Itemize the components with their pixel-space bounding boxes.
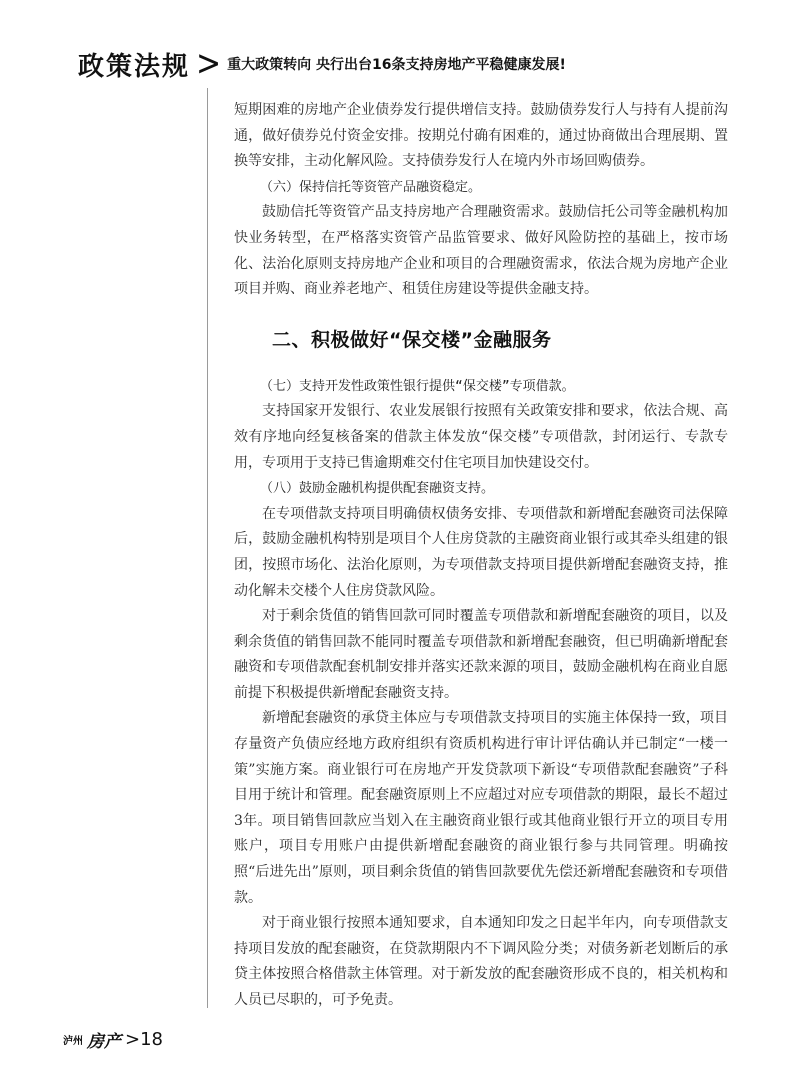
paragraph-4: 在专项借款支持项目明确债权债务安排、专项借款和新增配套融资司法保障后，鼓励金融机构特别是项目个人住房贷款的主融资商业银行或其牵头组建的银团，按照市场化、法治化原则，为专项借款支持项目提供新增配套融资支持，推动化解未交楼个人住房贷款风险。 — [234, 505, 728, 599]
subheading-6: （六）保持信托等资管产品融资稳定。 — [260, 179, 482, 195]
footer-brand-city: 泸州 — [63, 1036, 83, 1047]
paragraph-6: 新增配套融资的承贷主体应与专项借款支持项目的实施主体保持一致，项目存量资产负债应经地方政府组织有资质机构进行审计评估确认并已制定“一楼一策”实施方案。商业银行可在房地产开发贷款项下新设“专项借款配套融资”子科目用于统计和管理。配套融资原则上不应超过对应专项借款的期限，最长不超过3年。项目销售回款应当划入在主融资商业银行或其他商业银行开立的项目专用账户，项目专用账户由提供新增配套融资的商业银行参与共同管理。明确按照“后进先出”原则，项目剩余货值的销售回款要优先偿还新增配套融资和专项借款。 — [234, 710, 728, 906]
paragraph-1: 短期困难的房地产企业债券发行提供增信支持。鼓励债券发行人与持有人提前沟通，做好债券兑付资金安排。按期兑付确有困难的，通过协商做出合理展期、置换等安排，主动化解风险。支持债券发行人在境内外市场回购债券。 — [234, 102, 728, 170]
subheading-7: （七）支持开发性政策性银行提供“保交楼”专项借款。 — [260, 378, 575, 394]
page-header — [78, 44, 566, 84]
page-footer — [63, 1027, 163, 1052]
section-heading-2: 二、积极做好“保交楼”金融服务 — [272, 328, 552, 351]
paragraph-2: 鼓励信托等资管产品支持房地产合理融资需求。鼓励信托公司等金融机构加快业务转型，在严格落实资管产品监管要求、做好风险防控的基础上，按市场化、法治化原则支持房地产企业和项目的合理融资需求，依法合规为房地产企业项目并购、商业养老地产、租赁住房建设等提供金融支持。 — [234, 204, 728, 298]
chevron-right-icon: > — [196, 42, 222, 85]
vertical-divider — [207, 88, 208, 1008]
section-title: 政策法规 — [78, 51, 191, 82]
article-body — [234, 98, 728, 1014]
footer-brand-logo: 房产 — [87, 1032, 121, 1052]
paragraph-7: 对于商业银行按照本通知要求，自本通知印发之日起半年内，向专项借款支持项目发放的配套融资，在贷款期限内不下调风险分类；对债务新老划断后的承贷主体按照合格借款主体管理。对于新发放的配套融资形成不良的，相关机构和人员已尽职的，可予免责。 — [234, 915, 728, 1008]
paragraph-5: 对于剩余货值的销售回款可同时覆盖专项借款和新增配套融资的项目，以及剩余货值的销售回款不能同时覆盖专项借款和新增配套融资，但已明确新增配套融资和专项借款配套机制安排并落实还款来源的项目，鼓励金融机构在商业自愿前提下积极提供新增配套融资支持。 — [234, 608, 728, 701]
page-number: >18 — [125, 1029, 163, 1050]
article-headline: 重大政策转向 央行出台16条支持房地产平稳健康发展! — [227, 57, 566, 73]
paragraph-3: 支持国家开发银行、农业发展银行按照有关政策安排和要求，依法合规、高效有序地向经复核备案的借款主体发放“保交楼”专项借款，封闭运行、专款专用，专项用于支持已售逾期难交付住宅项目加快建设交付。 — [234, 403, 728, 471]
subheading-8: （八）鼓励金融机构提供配套融资支持。 — [260, 481, 495, 497]
